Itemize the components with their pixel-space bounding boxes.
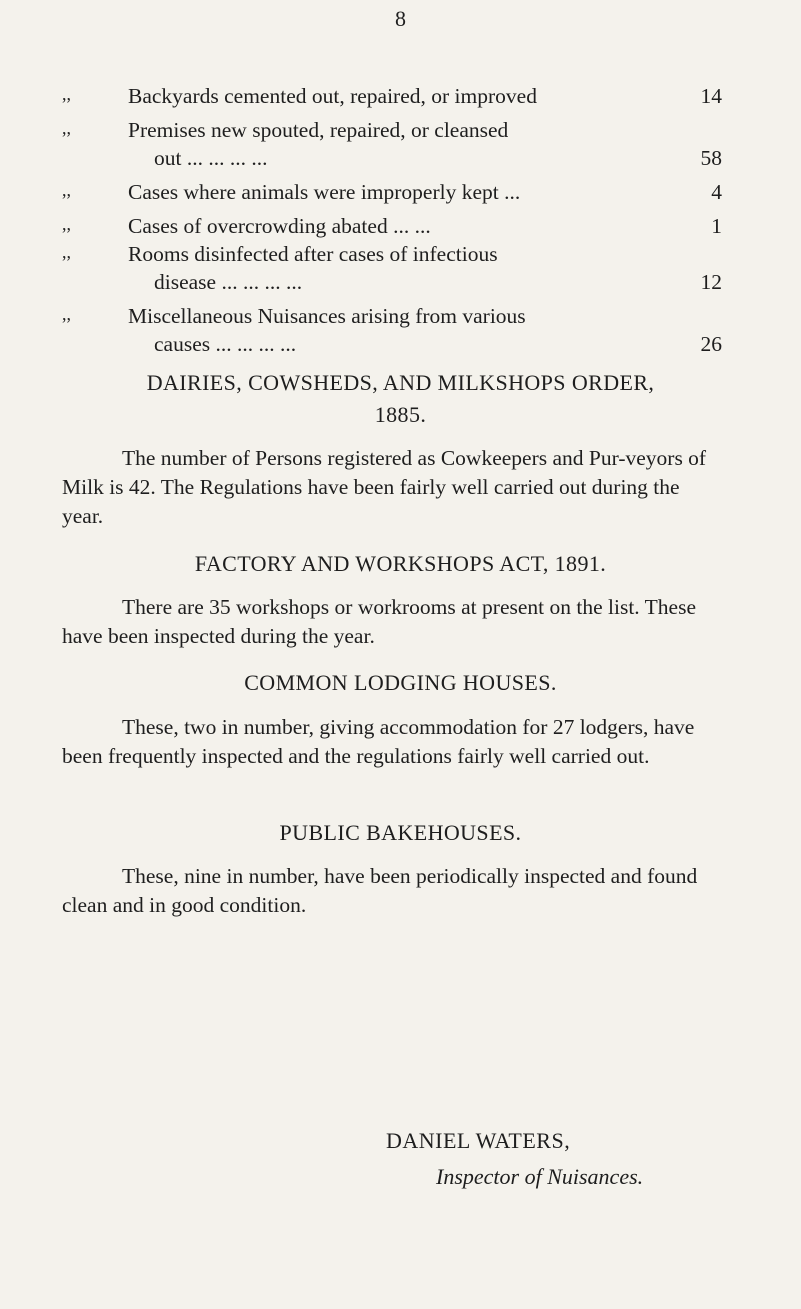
lodging-paragraph: [62, 713, 724, 771]
signature-title: Inspector of Nuisances.: [436, 1164, 644, 1189]
bakehouses-heading: PUBLIC BAKEHOUSES.: [279, 820, 522, 845]
item-text: Cases of overcrowding abated ... ...: [128, 214, 431, 238]
dairies-heading-year: 1885.: [374, 402, 427, 427]
ditto-mark: ,,: [62, 304, 71, 324]
lodging-text: These, two in number, giving accommodation for 27 lodgers, have been frequently inspected and the regulations fairly well carried out.: [62, 715, 695, 768]
list-item: [62, 178, 722, 212]
item-text-cont: out ... ... ... ...: [154, 146, 268, 170]
item-count: 12: [700, 270, 722, 294]
item-count: 4: [711, 180, 722, 204]
factory-paragraph: [62, 593, 724, 651]
item-text-cont: causes ... ... ... ...: [154, 332, 297, 356]
list-item: [62, 82, 722, 116]
factory-text: There are 35 workshops or workrooms at present on the list. These have been inspected during the year.: [62, 595, 696, 648]
dairies-heading: DAIRIES, COWSHEDS, AND MILKSHOPS ORDER,: [146, 370, 655, 395]
list-item: [62, 302, 722, 364]
page-number: 8: [395, 6, 406, 31]
nuisance-list: [62, 82, 722, 364]
item-text: Miscellaneous Nuisances arising from various: [128, 304, 526, 328]
dairies-text: The number of Persons registered as Cowkeepers and Pur-veyors of Milk is 42. The Regulations have been fairly well carried out during the year.: [62, 446, 707, 528]
dairies-paragraph: [62, 444, 724, 531]
ditto-mark: ,,: [62, 84, 71, 104]
list-item: [62, 240, 722, 302]
list-item: [62, 212, 722, 240]
lodging-heading: COMMON LODGING HOUSES.: [244, 670, 557, 695]
bakehouses-text: These, nine in number, have been periodically inspected and found clean and in good condition.: [62, 864, 698, 917]
item-text: Premises new spouted, repaired, or cleansed: [128, 118, 509, 142]
item-count: 26: [700, 332, 722, 356]
ditto-mark: ,,: [62, 214, 71, 234]
list-item: [62, 116, 722, 178]
bakehouses-paragraph: [62, 862, 724, 920]
ditto-mark: ,,: [62, 242, 71, 262]
item-count: 1: [711, 214, 722, 238]
item-count: 58: [700, 146, 722, 170]
item-text-cont: disease ... ... ... ...: [154, 270, 303, 294]
item-text: Cases where animals were improperly kept ...: [128, 180, 521, 204]
item-count: 14: [700, 84, 722, 108]
factory-heading: FACTORY AND WORKSHOPS ACT, 1891.: [194, 551, 607, 576]
ditto-mark: ,,: [62, 118, 71, 138]
item-text: Rooms disinfected after cases of infectious: [128, 242, 498, 266]
signature-name: DANIEL WATERS,: [386, 1128, 571, 1153]
item-text: Backyards cemented out, repaired, or improved: [128, 84, 537, 108]
ditto-mark: ,,: [62, 180, 71, 200]
